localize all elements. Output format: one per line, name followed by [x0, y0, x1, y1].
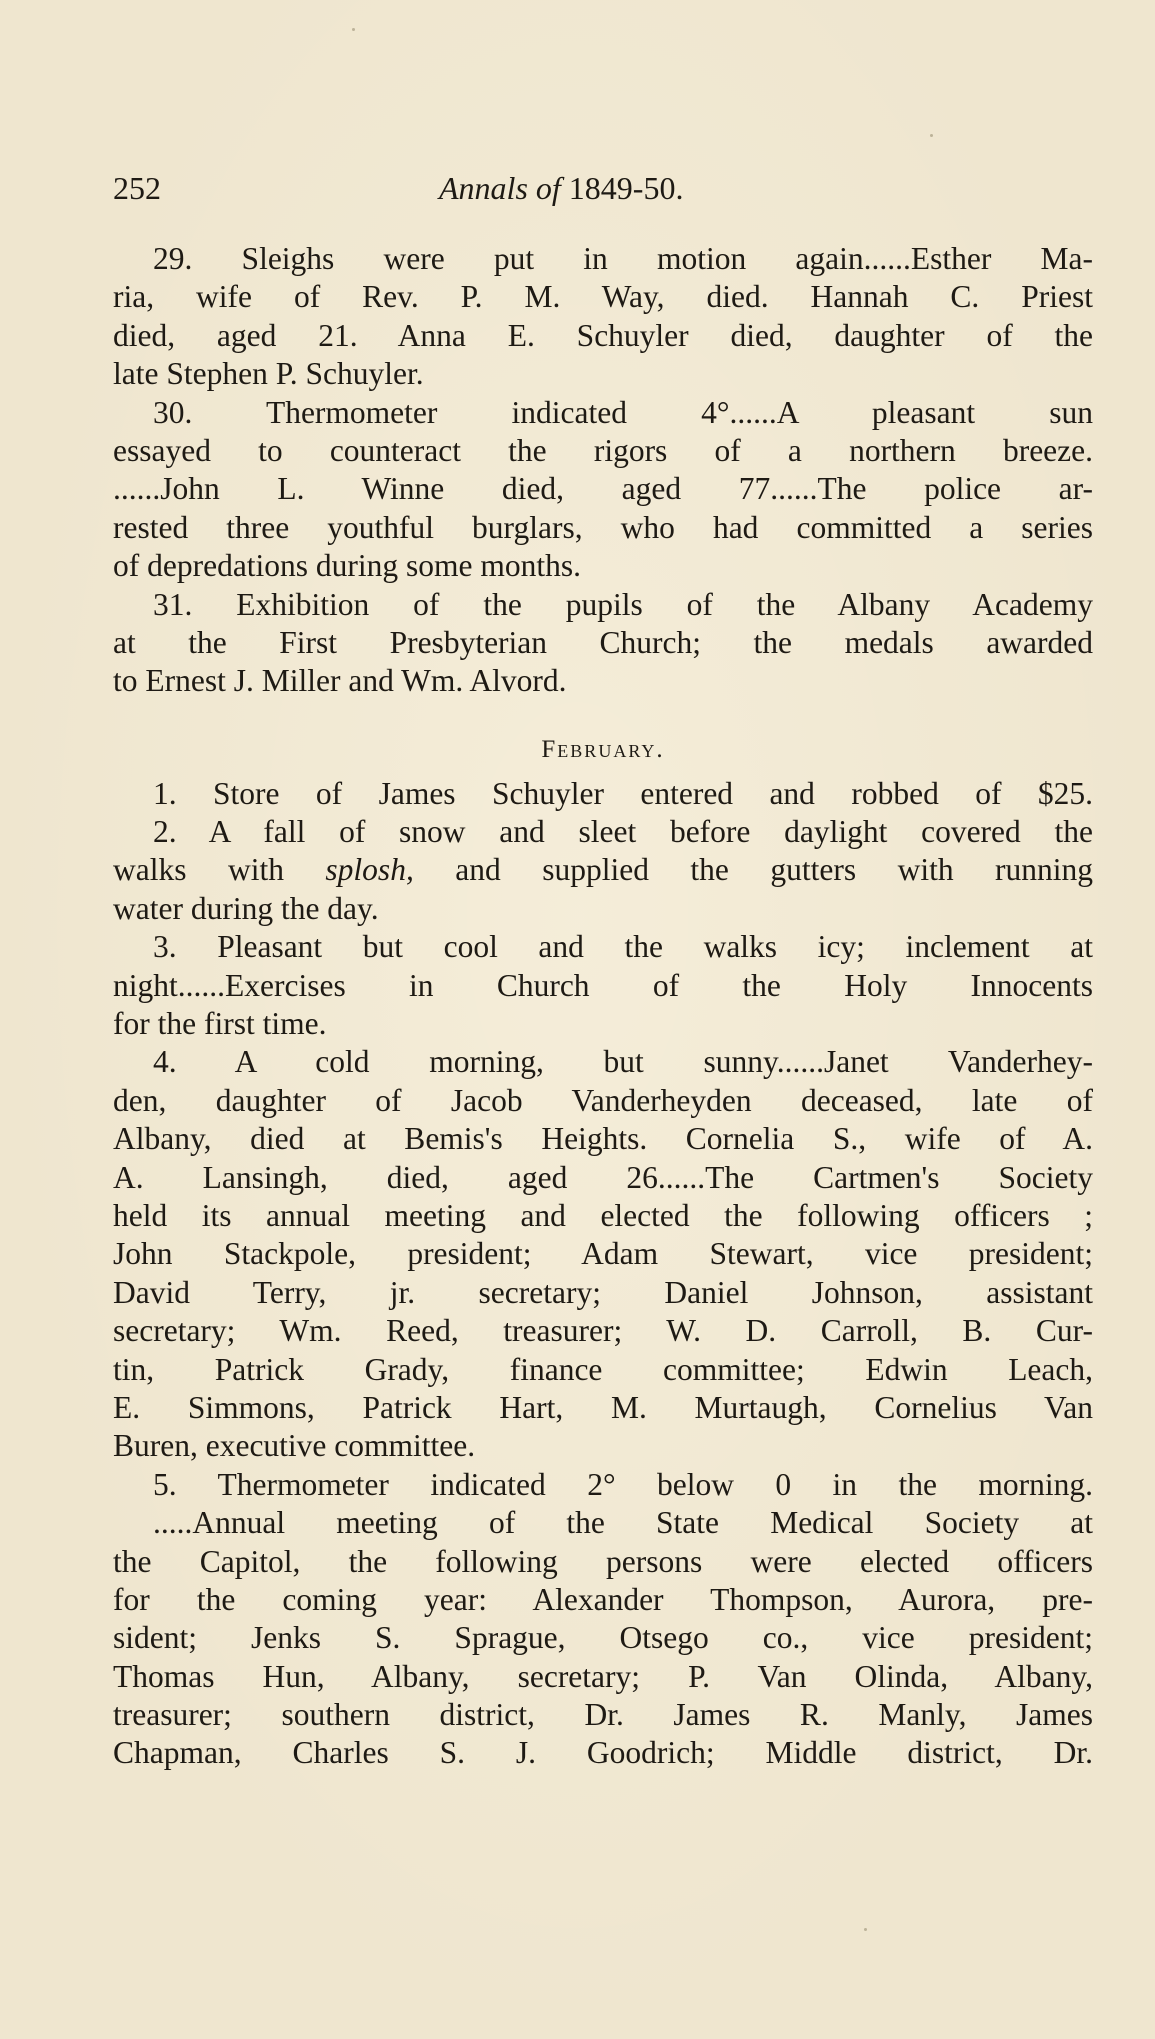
text-line: 29. Sleighs were put in motion again......Esther Ma-	[153, 241, 1093, 276]
text-line: .....Annual meeting of the State Medical Society at	[153, 1505, 1093, 1541]
text-line: A. Lansingh, died, aged 26......The Cartmen's Society	[113, 1159, 1093, 1195]
text-line: of depredations during some months.	[113, 548, 582, 584]
text-line: the Capitol, the following persons were elected officers	[113, 1543, 1093, 1579]
text-line: died, aged 21. Anna E. Schuyler died, daughter of the	[113, 317, 1093, 353]
text-line: Thomas Hun, Albany, secretary; P. Van Olinda, Albany,	[113, 1658, 1093, 1694]
text-line: night......Exercises in Church of the Holy Innocents	[113, 967, 1093, 1003]
text-line: secretary; Wm. Reed, treasurer; W. D. Carroll, B. Cur-	[113, 1313, 1093, 1349]
body-text	[113, 240, 1093, 1773]
text-line: held its annual meeting and elected the following officers ;	[113, 1197, 1093, 1233]
text-line: sident; Jenks S. Sprague, Otsego co., vice president;	[113, 1620, 1093, 1656]
text-line-mixed	[113, 851, 1093, 889]
text-line: E. Simmons, Patrick Hart, M. Murtaugh, Cornelius Van	[113, 1389, 1093, 1425]
text-line: at the First Presbyterian Church; the medals awarded	[113, 624, 1093, 660]
italic-word: splosh,	[325, 852, 414, 888]
running-head-years: 1849-50.	[568, 170, 684, 206]
text-line: to Ernest J. Miller and Wm. Alvord.	[113, 663, 567, 699]
paper-speck	[930, 134, 933, 137]
text-line: ria, wife of Rev. P. M. Way, died. Hannah C. Priest	[113, 279, 1093, 315]
text-line: treasurer; southern district, Dr. James R. Manly, James	[113, 1697, 1093, 1733]
text-line: 30. Thermometer indicated 4°......A pleasant sun	[153, 394, 1093, 430]
paper-speck	[864, 1928, 867, 1931]
text-line: Chapman, Charles S. J. Goodrich; Middle district, Dr.	[113, 1735, 1093, 1771]
text-line: 2. A fall of snow and sleet before daylight covered the	[153, 814, 1093, 850]
text-line: for the coming year: Alexander Thompson, Aurora, pre-	[113, 1581, 1093, 1617]
text-line: tin, Patrick Grady, finance committee; Edwin Leach,	[113, 1351, 1093, 1387]
text-line: essayed to counteract the rigors of a northern breeze.	[113, 432, 1093, 468]
text-line: 31. Exhibition of the pupils of the Albany Academy	[153, 586, 1093, 622]
running-head-title: Annals of	[439, 170, 561, 206]
text-line: Albany, died at Bemis's Heights. Cornelia S., wife of A.	[113, 1121, 1093, 1157]
text-line: 3. Pleasant but cool and the walks icy; inclement at	[153, 929, 1093, 965]
section-gap	[113, 701, 1093, 731]
text-line: for the first time.	[113, 1006, 327, 1042]
section-heading: February.	[541, 735, 665, 763]
text-line: ......John L. Winne died, aged 77......The police ar-	[113, 471, 1093, 507]
text-line: water during the day.	[113, 890, 379, 926]
text-line: 1. Store of James Schuyler entered and robbed of $25.	[153, 775, 1093, 811]
text-line: den, daughter of Jacob Vanderheyden deceased, late of	[113, 1082, 1093, 1118]
text-line: rested three youthful burglars, who had committed a series	[113, 509, 1093, 545]
text-line: John Stackpole, president; Adam Stewart, vice president;	[113, 1236, 1093, 1272]
text-line: 4. A cold morning, but sunny......Janet Vanderhey-	[153, 1044, 1093, 1080]
running-head	[439, 170, 683, 207]
page-number: 252	[113, 170, 161, 206]
text-line: David Terry, jr. secretary; Daniel Johnson, assistant	[113, 1274, 1093, 1310]
text-line: 5. Thermometer indicated 2° below 0 in the morning.	[153, 1466, 1093, 1502]
text-line: Buren, executive committee.	[113, 1428, 476, 1464]
page-header	[113, 170, 1093, 214]
paper-speck	[352, 28, 355, 31]
text-run: and supplied the gutters with running	[455, 852, 1094, 888]
text-run: walks with	[113, 852, 284, 888]
text-line: late Stephen P. Schuyler.	[113, 356, 424, 392]
